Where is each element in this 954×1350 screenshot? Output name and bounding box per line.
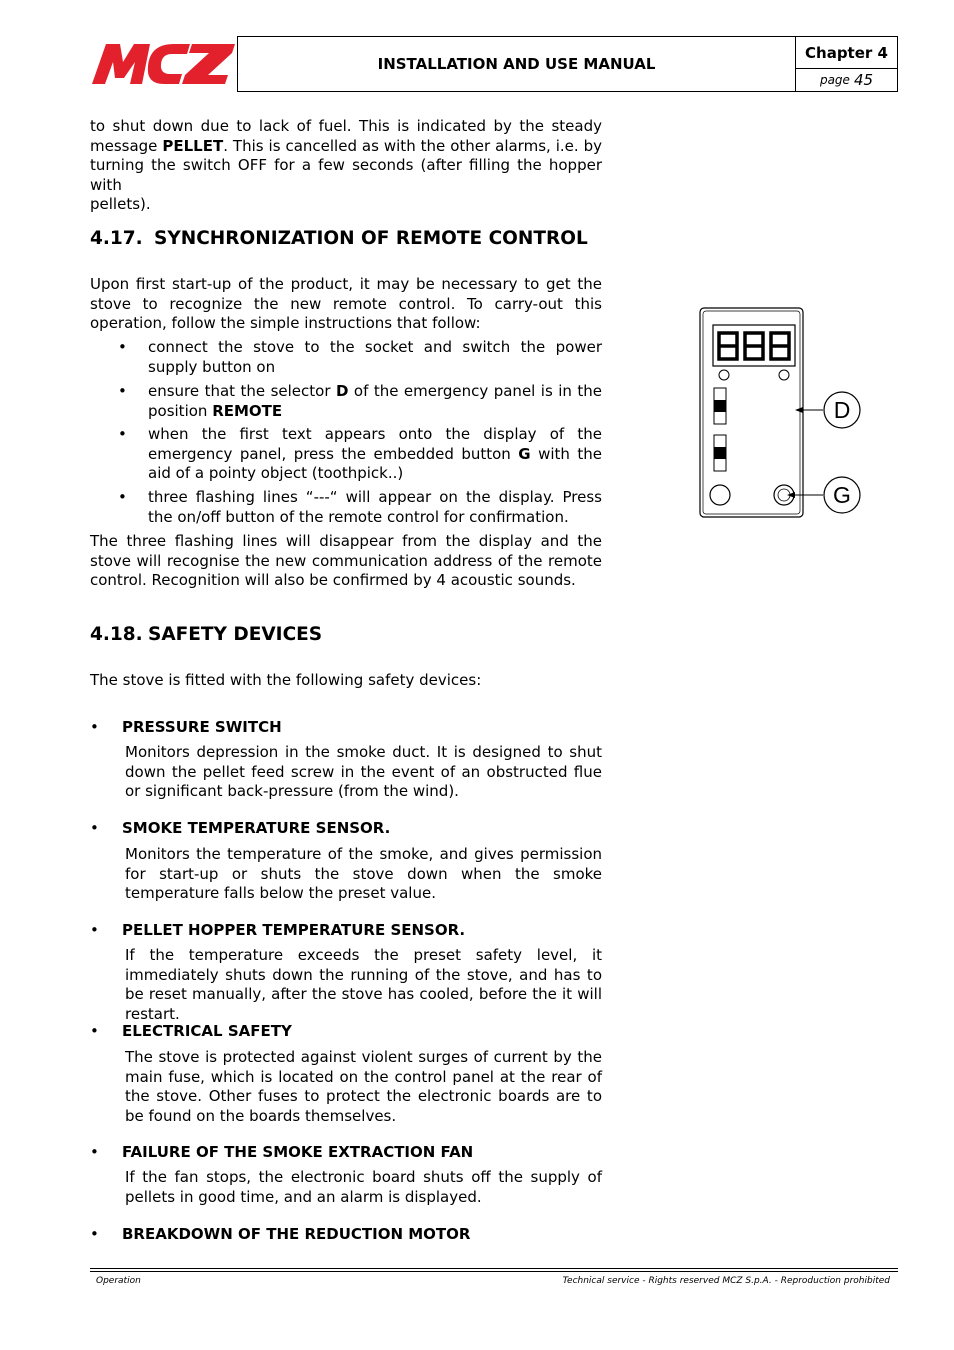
sync-step-2: ensure that the selector D of the emergency panel is in the position REMOTE [148, 382, 603, 420]
footer-rule [90, 1268, 898, 1272]
page-number: page 45 [819, 71, 874, 89]
section-heading-sync: 4.17. SYNCHRONIZATION OF REMOTE CONTROL [90, 228, 588, 249]
label-d: D [833, 397, 851, 423]
device-description: The stove is protected against violent surges of current by the main fuse, which is located on the control panel at the rear of the stove. Other fuses to protect the electronic boards are to be found on the boards themselves. [125, 1048, 602, 1125]
intro-paragraph: to shut down due to lack of fuel. This is indicated by the steady message PELLET. This is cancelled as with the other alarms, i.e. by turning the switch OFF for a few seconds (after filling the hopper with pellets). [90, 117, 603, 213]
manual-title: INSTALLATION AND USE MANUAL [237, 36, 796, 92]
bullet-dot: • [90, 1143, 99, 1161]
bullet-dot: • [90, 819, 99, 837]
bullet-dot: • [118, 382, 127, 400]
bullet-dot: • [118, 425, 127, 443]
label-g: G [833, 482, 851, 508]
emergency-panel-diagram [695, 305, 865, 521]
device-description: Monitors the temperature of the smoke, and gives permission for start-up or shuts the stove down when the smoke temperature falls below the preset value. [125, 845, 602, 902]
chapter-box [795, 36, 898, 92]
device-title: ELECTRICAL SAFETY [122, 1022, 292, 1040]
sync-outro: The three flashing lines will disappear from the display and the stove will recognise the new communication address of the remote control. Recognition will also be confirmed by 4 acoustic sounds. [90, 532, 602, 589]
sync-step-4: three flashing lines “---“ will appear on the display. Press the on/off button of the remote control for confirmation. [148, 488, 602, 526]
footer-left: Operation [96, 1276, 141, 1286]
footer-right: Technical service - Rights reserved MCZ S.p.A. - Reproduction prohibited [562, 1276, 890, 1286]
sync-step-3: when the first text appears onto the display of the emergency panel, press the embedded button G with the aid of a pointy object (toothpick..) [148, 425, 602, 482]
device-title: FAILURE OF THE SMOKE EXTRACTION FAN [122, 1143, 474, 1161]
bullet-dot: • [90, 718, 99, 736]
device-title: PELLET HOPPER TEMPERATURE SENSOR. [122, 921, 466, 939]
safety-intro: The stove is fitted with the following safety devices: [90, 671, 482, 689]
device-description: Monitors depression in the smoke duct. It is designed to shut down the pellet feed screw in the event of an obstructed flue or significant back-pressure (from the wind). [125, 743, 602, 800]
bullet-dot: • [118, 338, 127, 356]
bullet-dot: • [118, 488, 127, 506]
bullet-dot: • [90, 921, 99, 939]
device-title: PRESSURE SWITCH [122, 718, 282, 736]
sync-intro: Upon first start-up of the product, it may be necessary to get the stove to recognize the new remote control. To carry-out this operation, follow the simple instructions that follow: [90, 275, 602, 332]
mcz-logo [90, 40, 236, 86]
device-description: If the fan stops, the electronic board shuts off the supply of pellets in good time, and an alarm is displayed. [125, 1168, 602, 1206]
chapter-label: Chapter 4 [796, 37, 897, 69]
section-heading-safety: 4.18. SAFETY DEVICES [90, 624, 323, 645]
bullet-dot: • [90, 1022, 99, 1040]
sync-step-1: connect the stove to the socket and switch the power supply button on [148, 338, 602, 376]
device-title: BREAKDOWN OF THE REDUCTION MOTOR [122, 1225, 471, 1243]
device-description: If the temperature exceeds the preset safety level, it immediately shuts down the running of the stove, and has to be reset manually, after the stove has cooled, before the it will restart. [125, 946, 602, 1023]
button-left [710, 485, 730, 505]
led-left [719, 370, 729, 380]
bullet-dot: • [90, 1225, 99, 1243]
device-title: SMOKE TEMPERATURE SENSOR. [122, 819, 391, 837]
led-right [779, 370, 789, 380]
